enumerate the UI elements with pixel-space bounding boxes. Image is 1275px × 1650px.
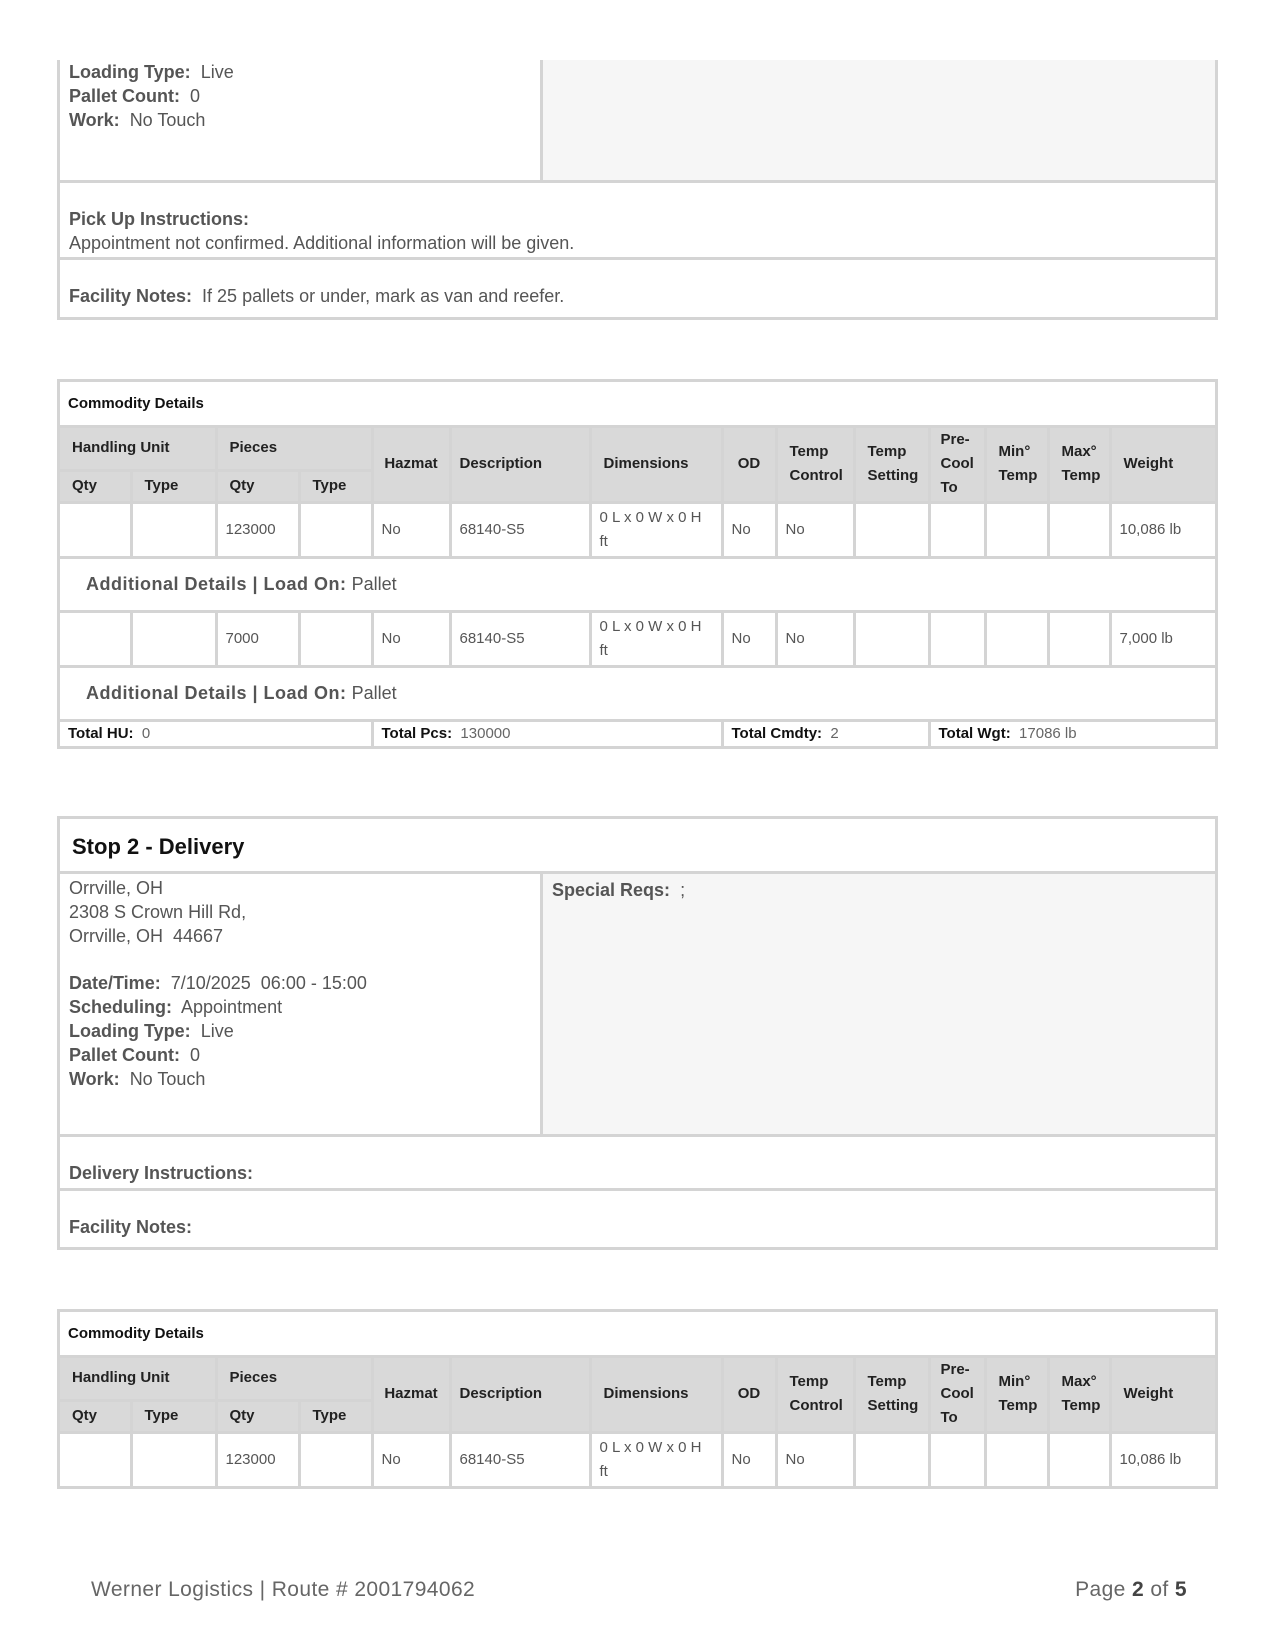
header-hazmat: Hazmat — [372, 426, 450, 502]
cell-od: No — [722, 611, 776, 666]
header-min-temp: Min° Temp — [985, 1356, 1048, 1432]
cell-min-temp — [985, 611, 1048, 666]
load-on-value: Pallet — [351, 573, 397, 594]
header-max-temp: Max° Temp — [1048, 1356, 1110, 1432]
cell-min-temp — [985, 502, 1048, 557]
cell-temp-setting — [854, 502, 929, 557]
additional-details-label: Additional Details | Load On: — [86, 573, 347, 594]
work-value: No Touch — [129, 110, 206, 130]
header-dimensions: Dimensions — [590, 1356, 722, 1432]
header-dimensions: Dimensions — [590, 426, 722, 502]
total-hu-label: Total HU: — [68, 725, 134, 743]
cell-description: 68140-S5 — [450, 502, 590, 557]
stop-2-info-row — [60, 874, 1215, 1137]
header-pcs-qty: Qty — [216, 1400, 299, 1432]
additional-details-row — [60, 557, 1215, 611]
header-pieces: Pieces — [216, 426, 372, 470]
stop-2-section — [57, 816, 1218, 1250]
total-cmdty — [722, 720, 929, 746]
total-cmdty-label: Total Cmdty: — [731, 725, 823, 743]
loading-type-value: Live — [200, 62, 234, 82]
cell-pcs-qty: 123000 — [216, 502, 299, 557]
special-reqs-value: ; — [680, 880, 686, 900]
header-od: OD — [722, 426, 776, 502]
page-prefix: Page — [1075, 1578, 1126, 1601]
cell-pcs-type — [299, 611, 372, 666]
cell-temp-control: No — [776, 1432, 854, 1486]
commodity-details-1 — [57, 379, 1218, 749]
totals-row — [60, 720, 1215, 746]
cell-pcs-type — [299, 1432, 372, 1486]
cell-hazmat: No — [372, 1432, 450, 1486]
facility-notes-label: Facility Notes: — [69, 286, 193, 306]
cell-max-temp — [1048, 1432, 1110, 1486]
additional-details-row — [60, 666, 1215, 720]
footer-company-route: Werner Logistics | Route # 2001794062 — [91, 1578, 476, 1601]
header-temp-control: Temp Control — [776, 1356, 854, 1432]
total-wgt-label: Total Wgt: — [938, 725, 1011, 743]
stop-2-city: Orrville, OH — [69, 878, 163, 898]
commodity-details-2 — [57, 1309, 1218, 1489]
loading-type-line — [69, 1019, 540, 1043]
cell-dimensions: 0 L x 0 W x 0 H ft — [590, 1432, 722, 1486]
cell-temp-setting — [854, 611, 929, 666]
cell-pcs-qty: 7000 — [216, 611, 299, 666]
pickup-instructions-text: Appointment not confirmed. Additional information will be given. — [69, 233, 575, 253]
cell-hu-type — [131, 502, 216, 557]
pallet-count-label: Pallet Count: — [69, 86, 180, 106]
work-line — [69, 108, 540, 132]
cell-temp-control: No — [776, 611, 854, 666]
facility-notes-1 — [60, 260, 1215, 314]
scheduling-line — [69, 995, 540, 1019]
pallet-count-label: Pallet Count: — [69, 1045, 180, 1065]
table-row — [60, 502, 1215, 557]
header-temp-setting: Temp Setting — [854, 1356, 929, 1432]
cell-dimensions: 0 L x 0 W x 0 H ft — [590, 502, 722, 557]
header-pre-cool: Pre-Cool To — [929, 1356, 985, 1432]
header-temp-setting: Temp Setting — [854, 426, 929, 502]
header-min-temp: Min° Temp — [985, 426, 1048, 502]
cell-temp-setting — [854, 1432, 929, 1486]
stop-1-details — [60, 60, 543, 180]
pickup-instructions — [60, 183, 1215, 260]
total-pcs — [372, 720, 722, 746]
stop-2-address-line2: Orrville, OH 44667 — [69, 926, 224, 946]
header-max-temp: Max° Temp — [1048, 426, 1110, 502]
cell-pre-cool — [929, 611, 985, 666]
page-current: 2 — [1131, 1578, 1145, 1601]
stop-2-details — [60, 874, 543, 1134]
cell-hu-qty — [60, 502, 131, 557]
cell-pcs-qty: 123000 — [216, 1432, 299, 1486]
pickup-instructions-label: Pick Up Instructions: — [69, 209, 250, 229]
datetime-line — [69, 971, 540, 995]
cell-hazmat: No — [372, 502, 450, 557]
scheduling-label: Scheduling: — [69, 997, 172, 1017]
cell-max-temp — [1048, 502, 1110, 557]
header-temp-control: Temp Control — [776, 426, 854, 502]
scheduling-value: Appointment — [181, 997, 283, 1017]
table-row — [60, 611, 1215, 666]
cell-od: No — [722, 502, 776, 557]
cell-pcs-type — [299, 502, 372, 557]
pallet-count-value: 0 — [190, 86, 201, 106]
header-hu-qty: Qty — [60, 470, 131, 502]
table-row — [60, 1432, 1215, 1486]
header-pre-cool: Pre-Cool To — [929, 426, 985, 502]
total-hu — [60, 720, 372, 746]
datetime-value: 7/10/2025 06:00 - 15:00 — [170, 973, 367, 993]
cell-hu-qty — [60, 611, 131, 666]
cell-temp-control: No — [776, 502, 854, 557]
delivery-instructions-label: Delivery Instructions: — [69, 1163, 254, 1183]
commodity-title: Commodity Details — [60, 1312, 1215, 1356]
facility-notes-text: If 25 pallets or under, mark as van and reefer. — [202, 286, 565, 306]
loading-type-label: Loading Type: — [69, 1021, 191, 1041]
header-pieces: Pieces — [216, 1356, 372, 1400]
facility-notes-label: Facility Notes: — [69, 1217, 193, 1237]
stop-1-special-panel — [543, 60, 1215, 180]
header-handling-unit: Handling Unit — [60, 426, 216, 470]
cell-description: 68140-S5 — [450, 611, 590, 666]
load-on-value: Pallet — [351, 682, 397, 703]
loading-type-label: Loading Type: — [69, 62, 191, 82]
page-of: of — [1150, 1578, 1169, 1601]
stop-1-info-row — [60, 60, 1215, 183]
header-hu-type: Type — [131, 1400, 216, 1432]
header-description: Description — [450, 426, 590, 502]
pallet-count-line — [69, 1043, 540, 1067]
work-line — [69, 1067, 540, 1091]
additional-details-label: Additional Details | Load On: — [86, 682, 347, 703]
work-value: No Touch — [129, 1069, 206, 1089]
cell-od: No — [722, 1432, 776, 1486]
header-weight: Weight — [1110, 426, 1215, 502]
loading-type-value: Live — [200, 1021, 234, 1041]
loading-type-line — [69, 60, 540, 84]
cell-weight: 10,086 lb — [1110, 1432, 1215, 1486]
delivery-instructions — [60, 1137, 1215, 1191]
header-handling-unit: Handling Unit — [60, 1356, 216, 1400]
stop-1-section — [57, 60, 1218, 320]
cell-dimensions: 0 L x 0 W x 0 H ft — [590, 611, 722, 666]
total-cmdty-value: 2 — [830, 725, 839, 743]
cell-pre-cool — [929, 1432, 985, 1486]
total-wgt-value: 17086 lb — [1019, 725, 1077, 743]
header-pcs-qty: Qty — [216, 470, 299, 502]
cell-description: 68140-S5 — [450, 1432, 590, 1486]
footer-page-number — [1075, 1578, 1187, 1602]
header-hu-type: Type — [131, 470, 216, 502]
total-wgt — [929, 720, 1215, 746]
page-total: 5 — [1174, 1578, 1187, 1601]
header-weight: Weight — [1110, 1356, 1215, 1432]
pallet-count-value: 0 — [190, 1045, 201, 1065]
special-reqs-panel — [543, 874, 1215, 1134]
cell-weight: 10,086 lb — [1110, 502, 1215, 557]
work-label: Work: — [69, 110, 120, 130]
header-hu-qty: Qty — [60, 1400, 131, 1432]
stop-2-address-line1: 2308 S Crown Hill Rd, — [69, 902, 247, 922]
cell-max-temp — [1048, 611, 1110, 666]
total-pcs-label: Total Pcs: — [381, 725, 453, 743]
header-description: Description — [450, 1356, 590, 1432]
commodity-title: Commodity Details — [60, 382, 1215, 426]
facility-notes-2 — [60, 1191, 1215, 1245]
work-label: Work: — [69, 1069, 120, 1089]
header-pcs-type: Type — [299, 1400, 372, 1432]
header-od: OD — [722, 1356, 776, 1432]
header-pcs-type: Type — [299, 470, 372, 502]
stop-2-title: Stop 2 - Delivery — [60, 819, 1215, 874]
cell-weight: 7,000 lb — [1110, 611, 1215, 666]
cell-hu-type — [131, 611, 216, 666]
cell-min-temp — [985, 1432, 1048, 1486]
cell-hazmat: No — [372, 611, 450, 666]
total-pcs-value: 130000 — [460, 725, 511, 743]
pallet-count-line — [69, 84, 540, 108]
cell-hu-qty — [60, 1432, 131, 1486]
cell-hu-type — [131, 1432, 216, 1486]
special-reqs-label: Special Reqs: — [552, 880, 671, 900]
total-hu-value: 0 — [141, 725, 151, 743]
header-hazmat: Hazmat — [372, 1356, 450, 1432]
datetime-label: Date/Time: — [69, 973, 161, 993]
cell-pre-cool — [929, 502, 985, 557]
